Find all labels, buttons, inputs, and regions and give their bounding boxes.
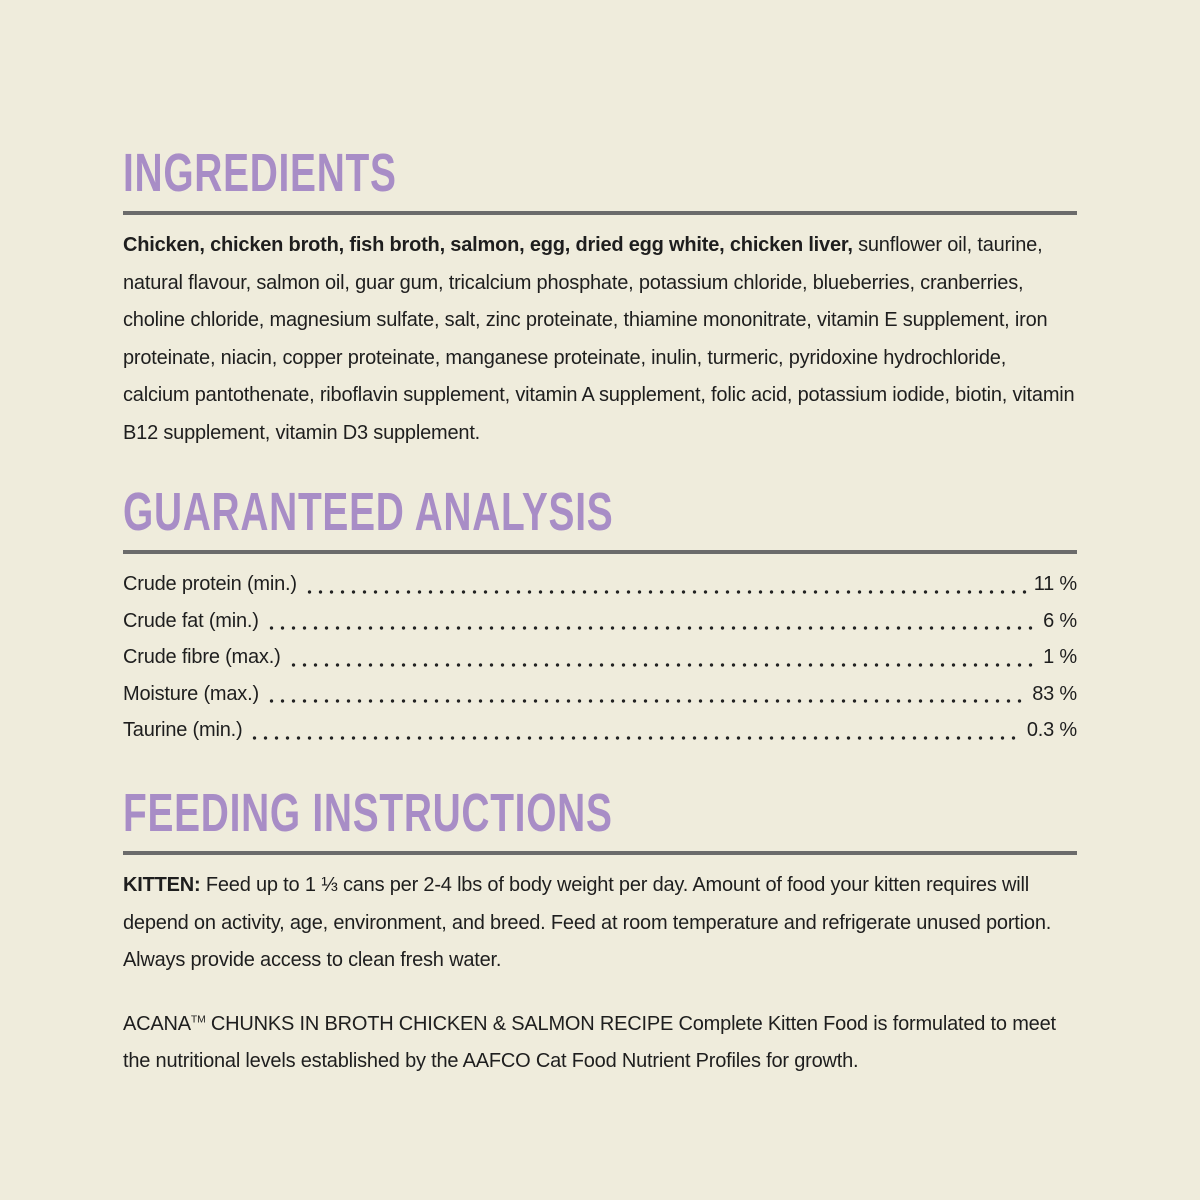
trademark-symbol: TM (190, 1013, 206, 1025)
analysis-label: Taurine (min.) (123, 719, 243, 741)
dot-leader (302, 566, 1029, 603)
dot-leader (264, 603, 1038, 640)
analysis-label: Crude fibre (max.) (123, 646, 281, 668)
ingredients-paragraph (123, 227, 1077, 452)
analysis-label: Moisture (max.) (123, 682, 259, 705)
brand-name: ACANA (123, 1012, 191, 1035)
feeding-divider-rule (123, 851, 1077, 855)
analysis-value: 11 % (1033, 573, 1077, 595)
kitten-instructions-text: Feed up to 1 ⅓ cans per 2-4 lbs of body weight per day. Amount of food your kitten requires will depend on activity, age, environment, and breed. Feed at room temperature and refrigerate unused portion. Always provide access to clean fresh water. (123, 874, 1052, 971)
dot-leader (286, 639, 1039, 676)
analysis-title-text: GUARANTEED ANALYSIS (123, 482, 614, 542)
section-feeding-instructions (123, 783, 1077, 1081)
analysis-label: Crude protein (min.) (123, 573, 297, 595)
ingredients-secondary-list: sunflower oil, taurine, natural flavour, salmon oil, guar gum, tricalcium phosphate, potassium chloride, blueberries, cranberries, choline chloride, magnesium sulfate, salt, zinc proteinate, thiamine mononitrate, vitamin E supplement, iron proteinate, niacin, copper proteinate, manganese proteinate, inulin, turmeric, pyridoxine hydrochloride, calcium pantothenate, riboflavin supplement, vitamin A supplement, folic acid, potassium iodide, biotin, vitamin B12 supplement, vitamin D3 supplement. (123, 234, 1075, 444)
analysis-row-taurine (123, 712, 1077, 749)
analysis-title (123, 482, 1077, 542)
analysis-label: Crude fat (min.) (123, 609, 259, 632)
analysis-row-crude-protein (123, 566, 1077, 603)
feeding-title-text: FEEDING INSTRUCTIONS (123, 783, 613, 843)
analysis-row-crude-fibre (123, 639, 1077, 676)
feeding-kitten-paragraph (123, 867, 1077, 980)
section-guaranteed-analysis (123, 482, 1077, 749)
analysis-row-crude-fat (123, 603, 1077, 640)
dot-leader (247, 712, 1021, 749)
ingredients-title-text: INGREDIENTS (123, 143, 397, 203)
analysis-value: 6 % (1043, 609, 1077, 632)
aafco-statement-paragraph (123, 1006, 1077, 1081)
kitten-lead-label: KITTEN: (123, 874, 201, 896)
analysis-value: 1 % (1043, 646, 1077, 668)
aafco-statement-text: CHUNKS IN BROTH CHICKEN & SALMON RECIPE Complete Kitten Food is formulated to meet the nutritional levels established by the AAFCO Cat Food Nutrient Profiles for growth. (123, 1012, 1056, 1072)
ingredients-title (123, 143, 1077, 203)
ingredients-divider-rule (123, 211, 1077, 215)
analysis-divider-rule (123, 550, 1077, 554)
feeding-title (123, 783, 1077, 843)
analysis-row-moisture (123, 676, 1077, 713)
dot-leader (264, 676, 1027, 713)
section-ingredients (123, 143, 1077, 452)
analysis-table (123, 566, 1077, 749)
analysis-value: 0.3 % (1026, 719, 1077, 741)
ingredients-primary-list: Chicken, chicken broth, fish broth, salmon, egg, dried egg white, chicken liver, (123, 234, 853, 256)
analysis-value: 83 % (1032, 682, 1077, 705)
